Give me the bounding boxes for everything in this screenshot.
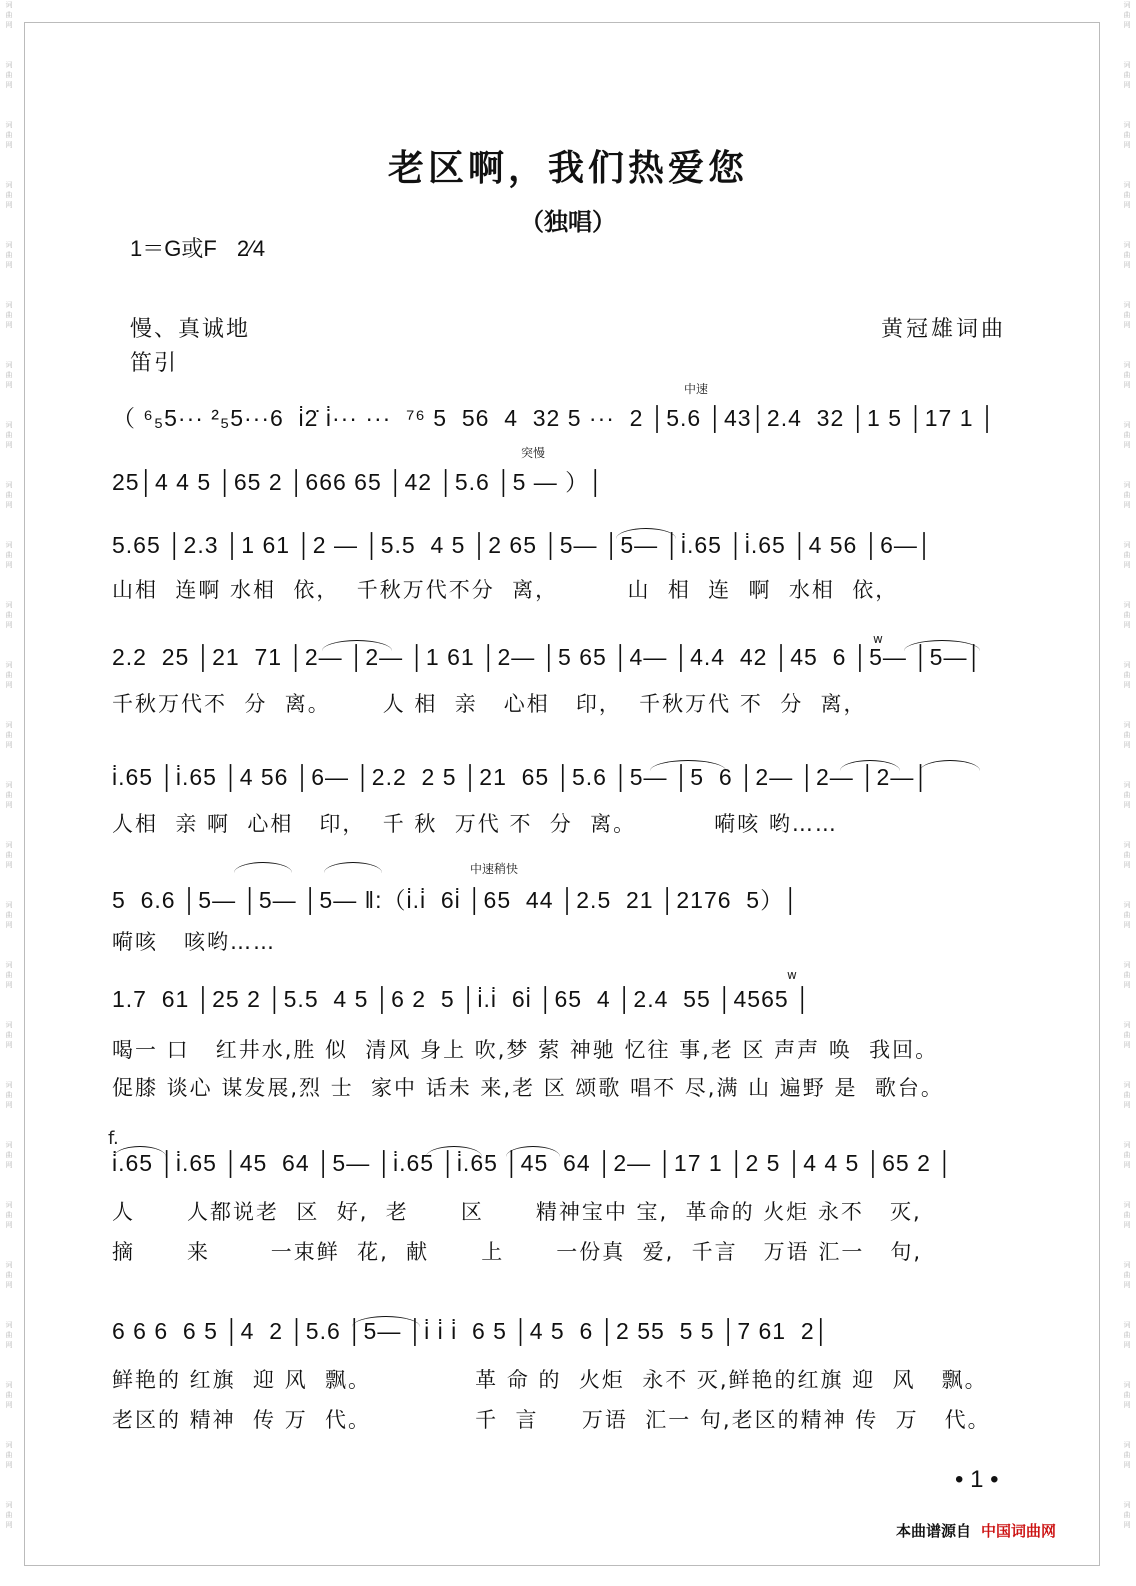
watermark-text: 词 曲 网	[5, 1021, 13, 1049]
watermark-text: 词 曲 网	[5, 421, 13, 449]
watermark-text: 词 曲 网	[1123, 481, 1131, 509]
watermark-text: 词 曲 网	[1123, 601, 1131, 629]
source-brand: 中国词曲网	[981, 1522, 1057, 1540]
lyric-line-2: 千秋万代不 分 离。 人 相 亲 心相 印， 千秋万代 不 分 离，	[112, 692, 867, 716]
tempo-marking: 慢、真诚地	[130, 317, 251, 342]
tempo-mark-zhongsu: 中速	[684, 382, 709, 396]
watermark-text: 词 曲 网	[5, 1, 13, 29]
watermark-text: 词 曲 网	[1123, 721, 1131, 749]
watermark-text: 词 曲 网	[1123, 361, 1131, 389]
watermark-text: 词 曲 网	[5, 1381, 13, 1409]
watermark-text: 词 曲 网	[1123, 1201, 1131, 1229]
watermark-text: 词 曲 网	[1123, 241, 1131, 269]
watermark-text: 词 曲 网	[5, 661, 13, 689]
watermark-text: 词 曲 网	[5, 361, 13, 389]
watermark-text: 词 曲 网	[1123, 541, 1131, 569]
watermark-text: 词 曲 网	[5, 841, 13, 869]
watermark-text: 词 曲 网	[5, 961, 13, 989]
watermark-text: 词 曲 网	[5, 301, 13, 329]
notation-line-5: i̇.65 │i̇.65 │4 56 │6— │2.2 2 5 │21 65 │5.6 │5— │5 6 │2— │2— │2—│	[112, 764, 930, 790]
time-signature: 2⁄4	[236, 236, 266, 261]
watermark-text: 词 曲 网	[1123, 1381, 1131, 1409]
intro-label: 笛引	[130, 351, 179, 376]
watermark-text: 词 曲 网	[5, 481, 13, 509]
watermark-text: 词 曲 网	[1123, 1, 1131, 29]
watermark-text: 词 曲 网	[5, 1441, 13, 1469]
composer-credit: 黄冠雄词曲	[880, 317, 1006, 342]
watermark-text: 词 曲 网	[1123, 1141, 1131, 1169]
mordent-mark-1: w	[873, 632, 883, 646]
notation-line-6: 5 6.6 │5— │5— │5— ‖:（i̇.i̇ 6i̇ │65 44 │2.5 21 │2176 5）│	[112, 887, 800, 913]
notation-line-3: 5.65 │2.3 │1 61 │2 — │5.5 4 5 │2 65 │5— │5— │i̇.65 │i̇.65 │4 56 │6—│	[112, 532, 934, 558]
watermark-text: 词 曲 网	[1123, 841, 1131, 869]
lyric-line-7: 人 人都说老 区 好, 老 区 精神宝中 宝, 革命的 火炬 永不 灭,	[112, 1200, 922, 1224]
watermark-strip-right	[1118, 0, 1136, 1586]
watermark-text: 词 曲 网	[1123, 181, 1131, 209]
watermark-text: 词 曲 网	[5, 601, 13, 629]
key-signature: 1＝G或F	[130, 236, 217, 261]
watermark-text: 词 曲 网	[5, 241, 13, 269]
song-title: 老区啊，我们热爱您	[387, 147, 748, 189]
lyric-line-4: 嗬咳 咳哟……	[112, 930, 277, 954]
watermark-text: 词 曲 网	[1123, 1321, 1131, 1349]
notation-line-9: 6 6 6 6 5 │4 2 │5.6 │5— │i̇ i̇ i̇ 6 5 │4 5 6 │2 55 5 5 │7 61 2│	[112, 1318, 831, 1344]
lyric-line-9: 鲜艳的 红旗 迎 风 飘。 革 命 的 火炬 永不 灭,鲜艳的红旗 迎 风 飘。	[112, 1368, 988, 1392]
watermark-text: 词 曲 网	[1123, 661, 1131, 689]
key-time-signature	[130, 232, 265, 263]
watermark-strip-left	[0, 0, 18, 1586]
lyric-line-1: 山相 连啊 水相 依， 千秋万代不分 离， 山 相 连 啊 水相 依，	[112, 578, 899, 602]
watermark-text: 词 曲 网	[5, 781, 13, 809]
watermark-text: 词 曲 网	[5, 181, 13, 209]
tempo-mark-tuman: 突慢	[521, 446, 546, 460]
notation-line-1: （ ⁶₅5··· ²₅5···6 i̇2̇ i̇··· ··· ⁷⁶ 5 56 4 32 5 ··· 2 │5.6 │43│2.4 32 │1 5 │17 1 │	[112, 405, 997, 431]
lyric-line-10: 老区的 精神 传 万 代。 千 言 万语 汇一 句,老区的精神 传 万 代。	[112, 1408, 991, 1432]
watermark-text: 词 曲 网	[1123, 301, 1131, 329]
notation-line-7: 1.7 61 │25 2 │5.5 4 5 │6 2 5 │i̇.i̇ 6i̇ │65 4 │2.4 55 │4565 │	[112, 986, 812, 1012]
watermark-text: 词 曲 网	[1123, 121, 1131, 149]
watermark-text: 词 曲 网	[1123, 1501, 1131, 1529]
page-number: • 1 •	[955, 1466, 999, 1493]
watermark-text: 词 曲 网	[5, 61, 13, 89]
lyric-line-6: 促膝 谈心 谋发展,烈 士 家中 话未 来,老 区 颂歌 唱不 尽,满 山 遍野 是 歌台。	[112, 1076, 944, 1100]
lyric-line-8: 摘 来 一束鲜 花, 献 上 一份真 爱, 千言 万语 汇一 句,	[112, 1240, 923, 1264]
watermark-text: 词 曲 网	[1123, 1081, 1131, 1109]
watermark-text: 词 曲 网	[1123, 1021, 1131, 1049]
tempo-mark-zhongsu-shaokuai: 中速稍快	[470, 862, 519, 876]
watermark-text: 词 曲 网	[5, 1081, 13, 1109]
watermark-text: 词 曲 网	[5, 1261, 13, 1289]
watermark-text: 词 曲 网	[1123, 961, 1131, 989]
watermark-text: 词 曲 网	[1123, 781, 1131, 809]
watermark-text: 词 曲 网	[5, 1141, 13, 1169]
watermark-text: 词 曲 网	[5, 1321, 13, 1349]
watermark-text: 词 曲 网	[5, 121, 13, 149]
watermark-text: 词 曲 网	[1123, 61, 1131, 89]
watermark-text: 词 曲 网	[1123, 1441, 1131, 1469]
watermark-text: 词 曲 网	[5, 1501, 13, 1529]
notation-line-2: 25│4 4 5 │65 2 │666 65 │42 │5.6 │5 — ）│	[112, 469, 605, 495]
dynamic-forte: f.	[108, 1128, 119, 1149]
watermark-text: 词 曲 网	[5, 721, 13, 749]
lyric-line-5: 喝一 口 红井水,胜 似 清风 身上 吹,梦 萦 神驰 忆往 事,老 区 声声 唤 我回。	[112, 1038, 939, 1062]
watermark-text: 词 曲 网	[5, 1201, 13, 1229]
source-credit	[896, 1520, 1056, 1541]
lyric-line-3: 人相 亲 啊 心相 印， 千 秋 万代 不 分 离。 嗬咳 哟……	[112, 812, 838, 836]
mordent-mark-2: w	[787, 968, 797, 982]
watermark-text: 词 曲 网	[1123, 901, 1131, 929]
watermark-text: 词 曲 网	[1123, 421, 1131, 449]
watermark-text: 词 曲 网	[5, 901, 13, 929]
source-label: 本曲谱源自	[896, 1522, 972, 1540]
watermark-text: 词 曲 网	[1123, 1261, 1131, 1289]
notation-line-4: 2.2 25 │21 71 │2— │2— │1 61 │2— │5 65 │4— │4.4 42 │45 6 │5— │5—│	[112, 644, 983, 670]
watermark-text: 词 曲 网	[5, 541, 13, 569]
song-subtitle: （独唱）	[520, 207, 616, 236]
notation-line-8: i̇.65 │i̇.65 │45 64 │5— │i̇.65 │i̇.65 │45 64 │2— │17 1 │2 5 │4 4 5 │65 2 │	[112, 1150, 954, 1176]
